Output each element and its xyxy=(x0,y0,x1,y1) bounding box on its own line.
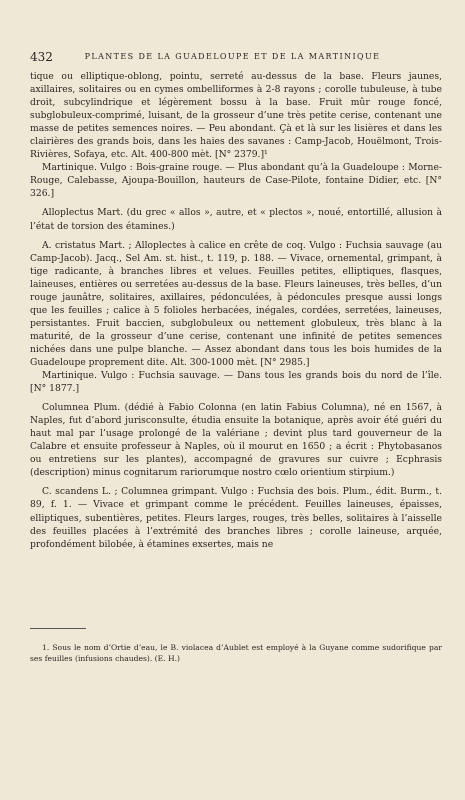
paragraph-martinique-fuchsia: Martinique. Vulgo : Fuchsia sauvage. — Dans tous les grands bois du nord de l’île. [N° 1877.] xyxy=(30,370,442,395)
footnote: 1. Sous le nom d’Ortie d’eau, le B. violacea d’Aublet est employé à la Guyane comme sudorifique par ses feuilles (infusions chaudes). (E. H.) xyxy=(30,642,442,663)
page-header xyxy=(30,50,435,66)
paragraph-genus-columnea: Columnea Plum. (dédié à Fabio Colonna (en latin Fabius Columna), né en 1567, à Naples, fut d’abord jurisconsulte, étudia ensuite la botanique, après avoir été guéri du haut mal par l’usage prolongé de la valériane ; devint plus tard gouverneur de la Calabre et ensuite professeur à Naples, où il mourut en 1650 ; a écrit : Phytobasanos ou entretiens sur les plantes), accompagné de gravures sur cuivre ; Ecphrasis (description) minus cognitarum rariorumque nostro cœlo orientium stirpium.) xyxy=(30,402,442,479)
page-body xyxy=(30,70,442,551)
paragraph-genus-alloplectus: Alloplectus Mart. (du grec « allos », autre, et « plectos », noué, entortillé, allusion à l’état de torsion des étamines.) xyxy=(30,207,442,232)
footnote-rule xyxy=(30,628,86,629)
paragraph-species-cristatus: A. cristatus Mart. ; Alloplectes à calice en crête de coq. Vulgo : Fuchsia sauvage (au Camp-Jacob). Jacq., Sel Am. st. hist., t. 119, p. 188. — Vivace, ornemental, grimpant, à tige radicante, à branches libres et velues. Feuilles petites, elliptiques, flasques, laineuses, entières ou serretées au-dessus de la base. Fleurs laineuses, très belles, d’un rouge jaunâtre, solitaires, axillaires, pédonculées, à pédoncules presque aussi longs que les feuilles ; calice à 5 folioles herbacées, inégales, cordées, serretées, laineuses, persistantes. Fruit baccien, subglobuleux ou nettement globuleux, très blanc à la maturité, de la grosseur d’une cerise, contenant une infinité de petites semences nichées dans une pulpe blanche. — Assez abondant dans tous les bois humides de la Guadeloupe proprement dite. Alt. 300-1000 mèt. [N° 2985.] xyxy=(30,239,442,368)
paragraph-continuation: tique ou elliptique-oblong, pointu, serreté au-dessus de la base. Fleurs jaunes, axillaires, solitaires ou en cymes ombelliformes à 2-8 rayons ; corolle tubuleuse, à tube droit, subcylindrique et légèrement bossu à la base. Fruit mûr rouge foncé, subglobuleux-comprimé, luisant, de la grosseur d’une très petite cerise, contenant une masse de petites semences noires. — Peu abondant. Çà et là sur les lisières et dans les clairières des grands bois, dans les haies des savanes : Camp-Jacob, Houëlmont, Trois-Rivières, Sofaya, etc. Alt. 400-800 mèt. [N° 2379.]¹ xyxy=(30,71,442,161)
page-number: 432 xyxy=(30,50,53,64)
paragraph-species-scandens: C. scandens L. ; Columnea grimpant. Vulgo : Fuchsia des bois. Plum., édit. Burm., t. 89, f. 1. — Vivace et grimpant comme le précédent. Feuilles laineuses, épaisses, elliptiques, subentières, petites. Fleurs larges, rouges, très belles, solitaires à l’aisselle des feuilles placées à l’extrémité des branches libres ; corolle laineuse, arquée, profondément bilobée, à étamines exsertes, mais ne xyxy=(30,486,442,550)
running-title: PLANTES DE LA GUADELOUPE ET DE LA MARTINIQUE xyxy=(84,52,381,61)
paragraph-martinique-bois-graine: Martinique. Vulgo : Bois-graine rouge. — Plus abondant qu’à la Guadeloupe : Morne-Rouge, Calebasse, Ajoupa-Bouillon, hauteurs de Case-Pilote, fontaine Didier, etc. [N° 326.] xyxy=(30,162,442,200)
